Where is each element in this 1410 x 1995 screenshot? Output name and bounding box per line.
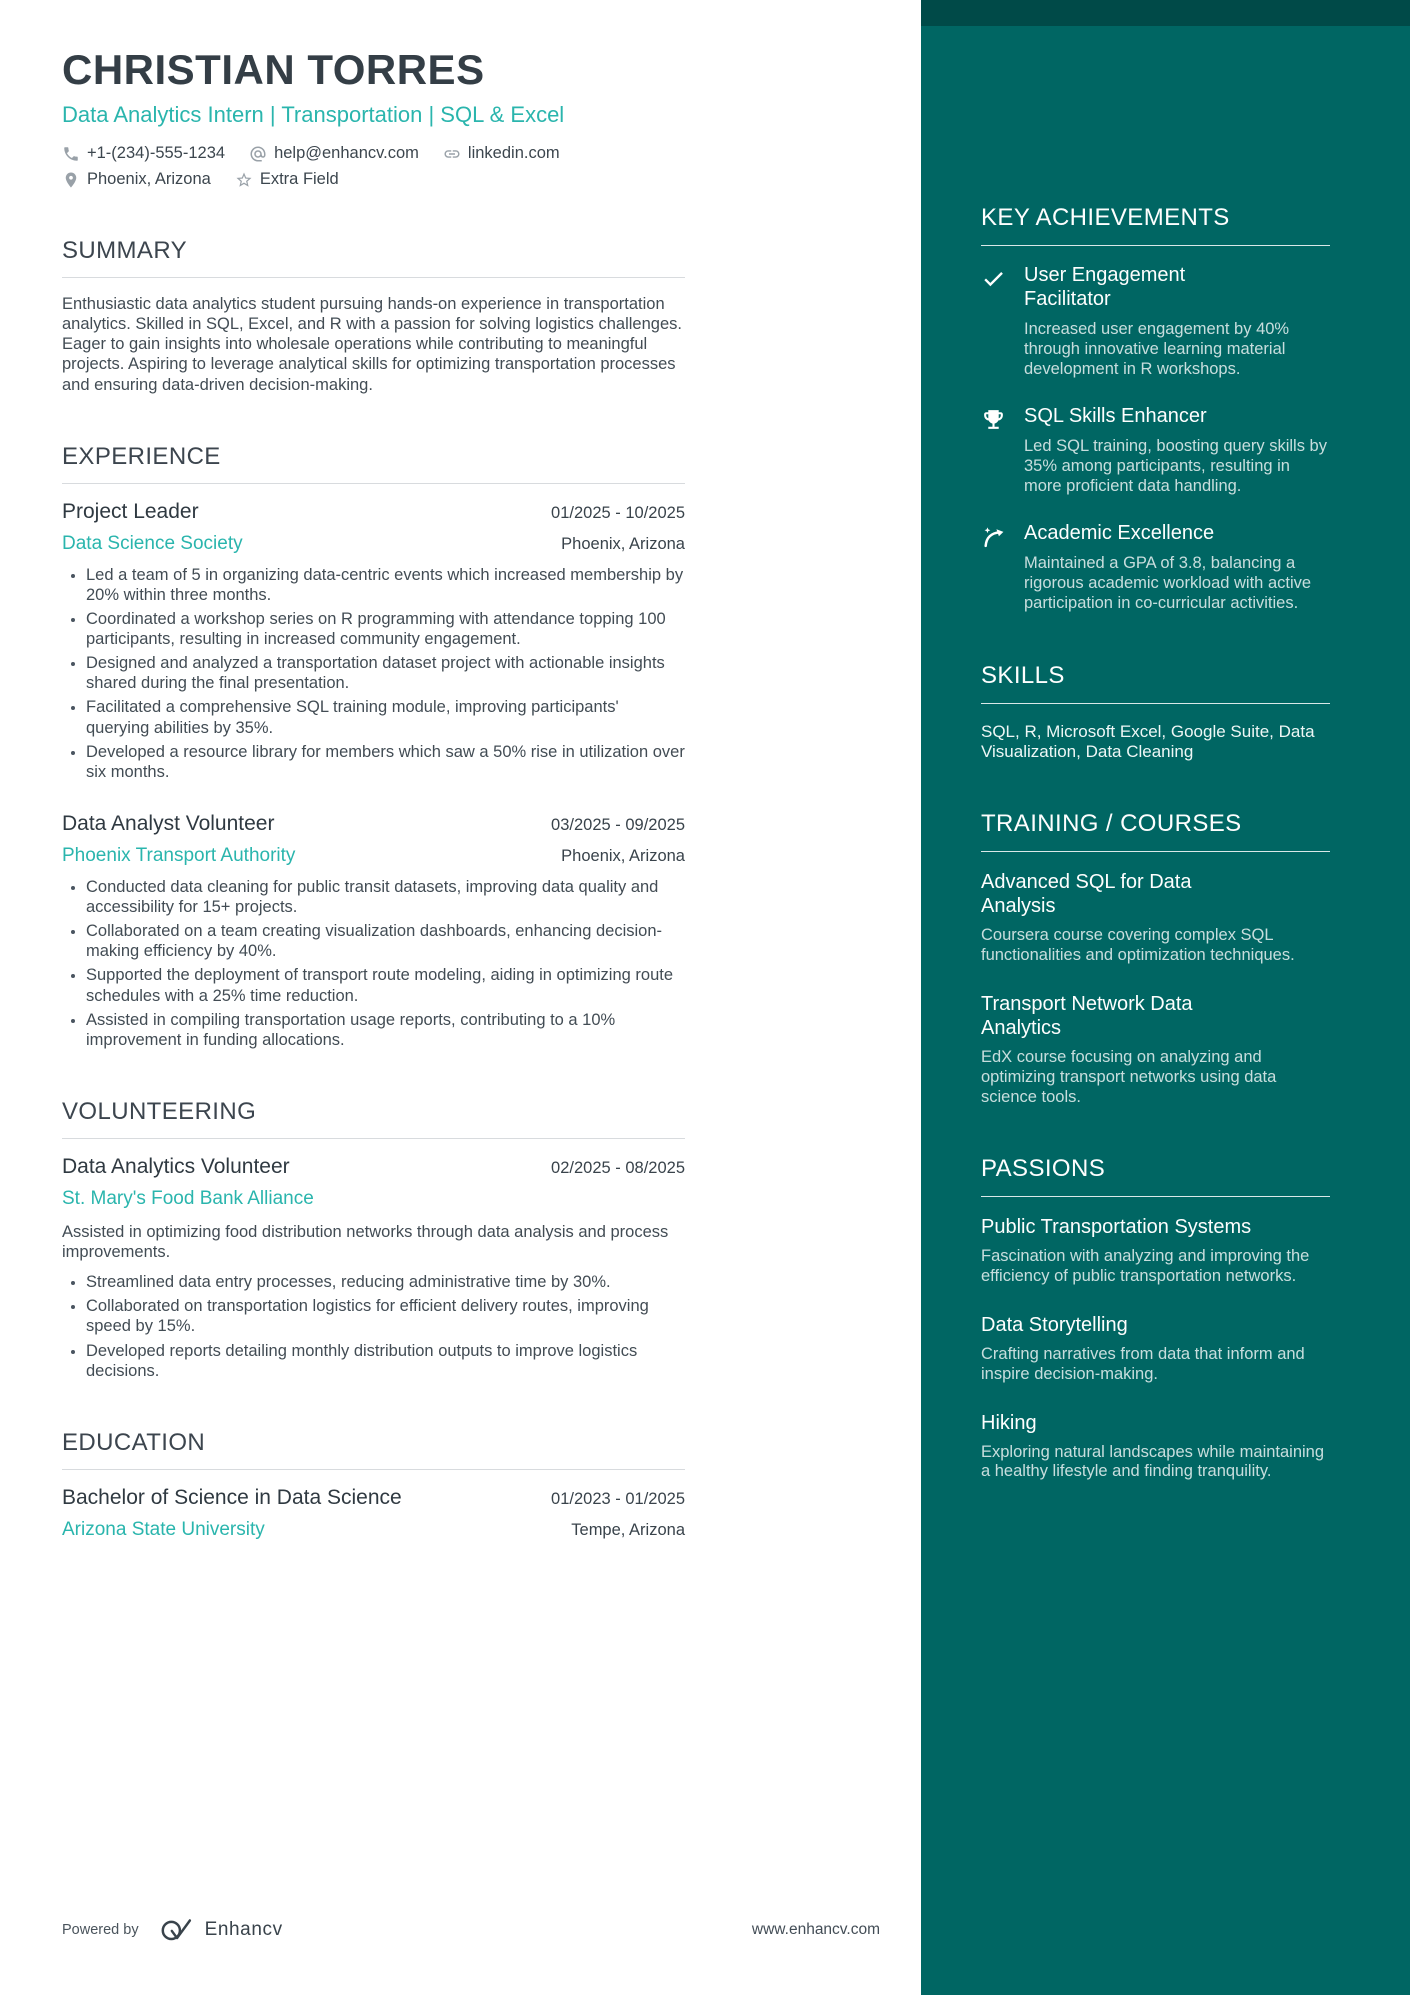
passion-item (981, 1215, 1330, 1287)
experience-section (62, 443, 685, 1050)
resume-header (62, 46, 685, 189)
linkedin-url: linkedin.com (467, 144, 560, 162)
enhancv-logo-icon (159, 1916, 197, 1943)
passion-text: Exploring natural landscapes while maintaining a healthy lifestyle and finding tranquility. (981, 1442, 1325, 1481)
extra-field-text: Extra Field (259, 170, 339, 188)
achievement-text: Maintained a GPA of 3.8, balancing a rigorous academic workload with active participation in co-curricular activities. (1024, 554, 1312, 612)
at-icon (249, 145, 267, 163)
job-location: Phoenix, Arizona (561, 846, 685, 865)
education-entry (62, 1486, 685, 1541)
location-text: Phoenix, Arizona (87, 170, 211, 188)
bullet-item: • Collaborated on transportation logistics for efficient delivery routes, improving speed by 15%. (86, 1296, 685, 1336)
company-name: Data Science Society (62, 532, 243, 554)
candidate-name: CHRISTIAN TORRES (62, 46, 485, 93)
bullet-item: • Assisted in compiling transportation usage reports, contributing to a 10% improvement in funding allocations. (86, 1010, 685, 1050)
passion-item (981, 1411, 1330, 1483)
summary-text: Enthusiastic data analytics student pursuing hands-on experience in transportation analytics. Skilled in SQL, Excel, and R with a passion for solving logistics challenges. Eager to gain insights into wholesale operations while contributing to meaningful projects. Aspiring to leverage analytical skills for optimizing transportation processes and ensuring data-driven decision-making. (62, 295, 682, 394)
company-name: Phoenix Transport Authority (62, 844, 296, 866)
bullet-item: • Facilitated a comprehensive SQL training module, improving participants' querying abilities by 35%. (86, 697, 685, 737)
sidebar-content (921, 204, 1410, 1482)
job-dates: 03/2025 - 09/2025 (551, 815, 685, 834)
page-footer (62, 1916, 880, 1943)
phone-contact[interactable] (62, 144, 225, 163)
course-item (981, 992, 1330, 1107)
contact-info (62, 144, 685, 189)
bullet-item: • Developed reports detailing monthly distribution outputs to improve logistics decisions. (86, 1341, 685, 1381)
degree-title: Bachelor of Science in Data Science (62, 1485, 402, 1509)
job-dates: 01/2025 - 10/2025 (551, 503, 685, 522)
bullet-item: • Supported the deployment of transport route modeling, aiding in optimizing route schedules with a 25% time reduction. (86, 965, 685, 1005)
course-title: Transport Network Data Analytics (981, 992, 1193, 1039)
education-heading: EDUCATION (62, 1429, 685, 1470)
bullet-item: • Designed and analyzed a transportation dataset project with actionable insights shared during the final presentation. (86, 653, 685, 693)
achievement-item (981, 522, 1330, 614)
passion-item (981, 1313, 1330, 1385)
enhancv-logo[interactable] (159, 1916, 283, 1943)
passion-text: Crafting narratives from data that inform and inspire decision-making. (981, 1344, 1305, 1383)
education-section (62, 1429, 685, 1541)
volunteering-entry (62, 1155, 685, 1381)
passions-section (981, 1155, 1330, 1482)
volunteer-bullets (62, 1272, 685, 1381)
experience-entry (62, 500, 685, 782)
entry-head (62, 500, 685, 524)
bullet-item: • Led a team of 5 in organizing data-centric events which increased membership by 20% within three months. (86, 565, 685, 605)
sidebar (921, 0, 1410, 1995)
enhancv-brand-name: Enhancv (204, 1918, 283, 1940)
passions-heading: PASSIONS (981, 1155, 1330, 1197)
entry-head (62, 812, 685, 836)
organization-name: St. Mary's Food Bank Alliance (62, 1187, 314, 1209)
training-courses-heading: TRAINING / COURSES (981, 810, 1330, 852)
entry-sub (62, 845, 685, 867)
email-address: help@enhancv.com (274, 144, 419, 162)
job-location: Phoenix, Arizona (561, 534, 685, 553)
curved-arrow-icon (981, 522, 1006, 614)
powered-by-label: Powered by (62, 1921, 139, 1938)
achievement-text: Increased user engagement by 40% through innovative learning material development in R workshops. (1024, 320, 1290, 378)
passion-title: Data Storytelling (981, 1313, 1128, 1336)
passion-text: Fascination with analyzing and improving the efficiency of public transportation networks. (981, 1247, 1310, 1286)
experience-entry (62, 812, 685, 1050)
volunteer-description: Assisted in optimizing food distribution networks through data analysis and process improvements. (62, 1222, 669, 1261)
job-title: Project Leader (62, 499, 199, 523)
extra-field-contact (235, 170, 339, 189)
course-text: Coursera course covering complex SQL functionalities and optimization techniques. (981, 926, 1295, 965)
sidebar-top-strip (921, 0, 1410, 26)
entry-sub (62, 1188, 685, 1210)
headline: Data Analytics Intern | Transportation | SQL & Excel (62, 102, 565, 127)
achievement-title: Academic Excellence (1024, 521, 1215, 544)
key-achievements-heading: KEY ACHIEVEMENTS (981, 204, 1330, 246)
location-pin-icon (62, 171, 80, 189)
location-contact (62, 170, 211, 189)
achievement-text: Led SQL training, boosting query skills by 35% among participants, resulting in more proficient data handling. (1024, 437, 1327, 495)
phone-icon (62, 145, 80, 163)
entry-head (62, 1155, 685, 1179)
job-title: Data Analyst Volunteer (62, 811, 275, 835)
main-column (62, 0, 685, 1541)
achievement-title: User Engagement Facilitator (1024, 264, 1186, 310)
job-bullets (62, 877, 685, 1050)
achievement-title: SQL Skills Enhancer (1024, 404, 1207, 427)
achievement-item (981, 264, 1330, 380)
trophy-icon (981, 405, 1006, 497)
summary-section (62, 237, 685, 395)
bullet-item: • Collaborated on a team creating visualization dashboards, enhancing decision-making efficiency by 40%. (86, 921, 685, 961)
school-location: Tempe, Arizona (571, 1520, 685, 1539)
course-title: Advanced SQL for Data Analysis (981, 871, 1192, 918)
volunteering-heading: VOLUNTEERING (62, 1098, 685, 1139)
email-contact[interactable] (249, 144, 419, 163)
summary-heading: SUMMARY (62, 237, 685, 278)
entry-sub (62, 533, 685, 555)
achievement-item (981, 405, 1330, 497)
bullet-item: • Coordinated a workshop series on R programming with attendance topping 100 participants, resulting in increased community engagement. (86, 609, 685, 649)
job-bullets (62, 565, 685, 782)
enhancv-site-link[interactable]: www.enhancv.com (751, 1920, 880, 1938)
powered-by-block (62, 1916, 283, 1943)
education-dates: 01/2023 - 01/2025 (551, 1489, 685, 1508)
contact-row (62, 144, 685, 163)
course-text: EdX course focusing on analyzing and optimizing transport networks using data science tools. (981, 1047, 1277, 1106)
contact-row (62, 170, 685, 189)
passion-title: Hiking (981, 1411, 1037, 1434)
bullet-item: • Conducted data cleaning for public transit datasets, improving data quality and accessibility for 15+ projects. (86, 877, 685, 917)
linkedin-contact[interactable] (443, 144, 560, 163)
bullet-item: • Streamlined data entry processes, reducing administrative time by 30%. (86, 1272, 685, 1292)
experience-heading: EXPERIENCE (62, 443, 685, 484)
entry-sub (62, 1519, 685, 1541)
school-name: Arizona State University (62, 1518, 265, 1540)
training-courses-section (981, 810, 1330, 1107)
skills-list: SQL, R, Microsoft Excel, Google Suite, Data Visualization, Data Cleaning (981, 721, 1315, 761)
key-achievements-section (981, 204, 1330, 614)
volunteer-dates: 02/2025 - 08/2025 (551, 1158, 685, 1177)
course-item (981, 870, 1330, 966)
phone-number: +1-(234)-555-1234 (87, 144, 226, 162)
check-icon (981, 264, 1006, 380)
star-icon (235, 171, 253, 189)
link-icon (443, 145, 461, 163)
passion-title: Public Transportation Systems (981, 1216, 1252, 1239)
volunteering-section (62, 1098, 685, 1381)
skills-section (981, 662, 1330, 763)
entry-head (62, 1486, 685, 1510)
bullet-item: • Developed a resource library for members which saw a 50% rise in utilization over six months. (86, 742, 685, 782)
volunteer-title: Data Analytics Volunteer (62, 1154, 290, 1178)
skills-heading: SKILLS (981, 662, 1330, 704)
